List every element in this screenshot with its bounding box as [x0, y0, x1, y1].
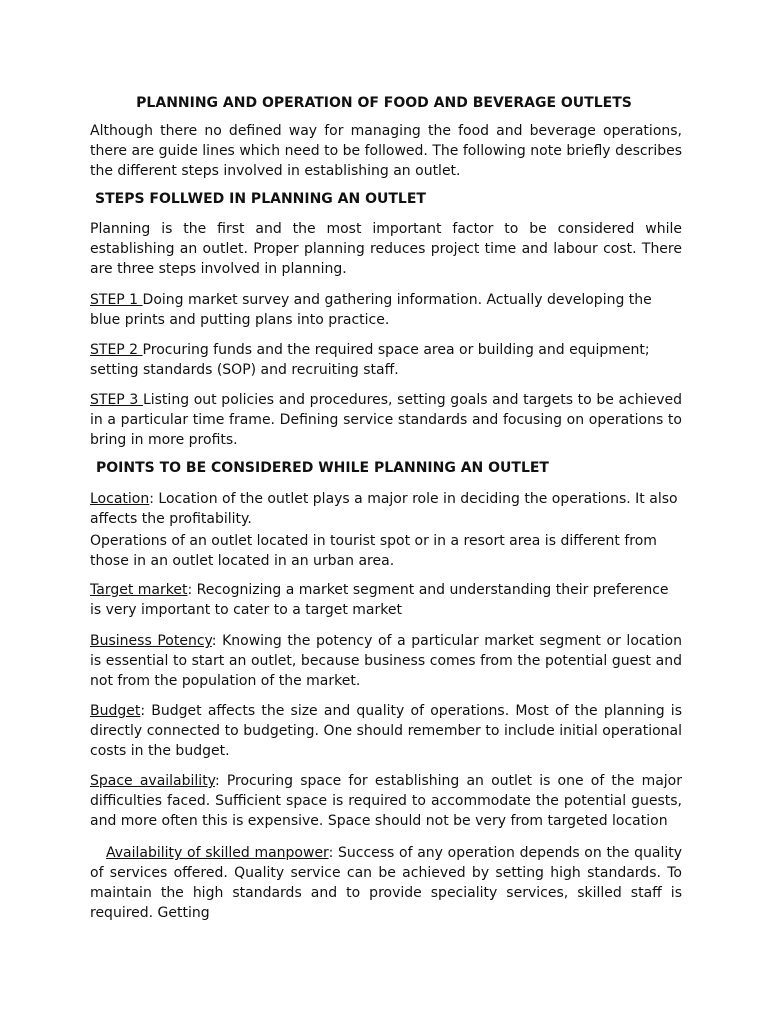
step-1-paragraph — [90, 290, 682, 330]
budget-label: Budget — [90, 703, 141, 719]
target-market-text: : Recognizing a market segment and understanding their preference is very important to cater to a target market — [90, 582, 669, 618]
budget-paragraph — [90, 701, 682, 761]
planning-paragraph: Planning is the first and the most important factor to be considered while establishing an outlet. Proper planning reduces project time and labour cost. There are three steps involved in planning. — [90, 221, 682, 277]
location-extra-paragraph: Operations of an outlet located in tourist spot or in a resort area is different from those in an outlet located in an urban area. — [90, 533, 657, 569]
step-2-label: STEP 2 — [90, 342, 143, 358]
budget-text: : Budget affects the size and quality of operations. Most of the planning is directly connected to budgeting. One should remember to include initial operational costs in the budget. — [90, 703, 682, 759]
location-text: : Location of the outlet plays a major role in deciding the operations. It also affects the profitability. — [90, 491, 678, 527]
step-3-text: Listing out policies and procedures, setting goals and targets to be achieved in a particular time frame. Defining service standards and focusing on operations to bring in more profits. — [90, 392, 682, 448]
intro-paragraph: Although there no defined way for managing the food and beverage operations, there are guide lines which need to be followed. The following note briefly describes the different steps involved in establishing an outlet. — [90, 123, 682, 179]
step-2-text: Procuring funds and the required space area or building and equipment; setting standards (SOP) and recruiting staff. — [90, 342, 650, 378]
step-1-label: STEP 1 — [90, 292, 143, 308]
skilled-manpower-label: Availability of skilled manpower — [106, 845, 329, 861]
section-heading-steps: STEPS FOLLWED IN PLANNING AN OUTLET — [95, 191, 426, 207]
step-3-paragraph — [90, 390, 682, 450]
target-market-paragraph — [90, 580, 682, 620]
step-2-paragraph — [90, 340, 682, 380]
document-title: PLANNING AND OPERATION OF FOOD AND BEVERAGE OUTLETS — [136, 95, 632, 111]
skilled-manpower-text: : Success of any operation depends on the quality of services offered. Quality service can be achieved by setting high standards. To maintain the high standards and to provide speciality services, skilled staff is required. Getting — [90, 845, 683, 921]
step-3-label: STEP 3 — [90, 392, 143, 408]
space-availability-paragraph — [90, 771, 682, 831]
location-label: Location — [90, 491, 150, 507]
section-heading-points: POINTS TO BE CONSIDERED WHILE PLANNING AN OUTLET — [96, 460, 549, 476]
business-potency-paragraph — [90, 631, 682, 691]
space-availability-text: : Procuring space for establishing an outlet is one of the major difficulties faced. Sufficient space is required to accommodate the potential guests, and more often this is expensive. Space should not be very from targeted location — [90, 773, 682, 829]
skilled-manpower-paragraph — [90, 843, 682, 923]
target-market-label: Target market — [90, 582, 188, 598]
location-paragraph — [90, 489, 682, 529]
business-potency-text: : Knowing the potency of a particular market segment or location is essential to start an outlet, because business comes from the potential guest and not from the population of the market. — [90, 633, 682, 689]
step-1-text: Doing market survey and gathering information. Actually developing the blue prints and putting plans into practice. — [90, 292, 652, 328]
business-potency-label: Business Potency — [90, 633, 212, 649]
space-availability-label: Space availability — [90, 773, 215, 789]
